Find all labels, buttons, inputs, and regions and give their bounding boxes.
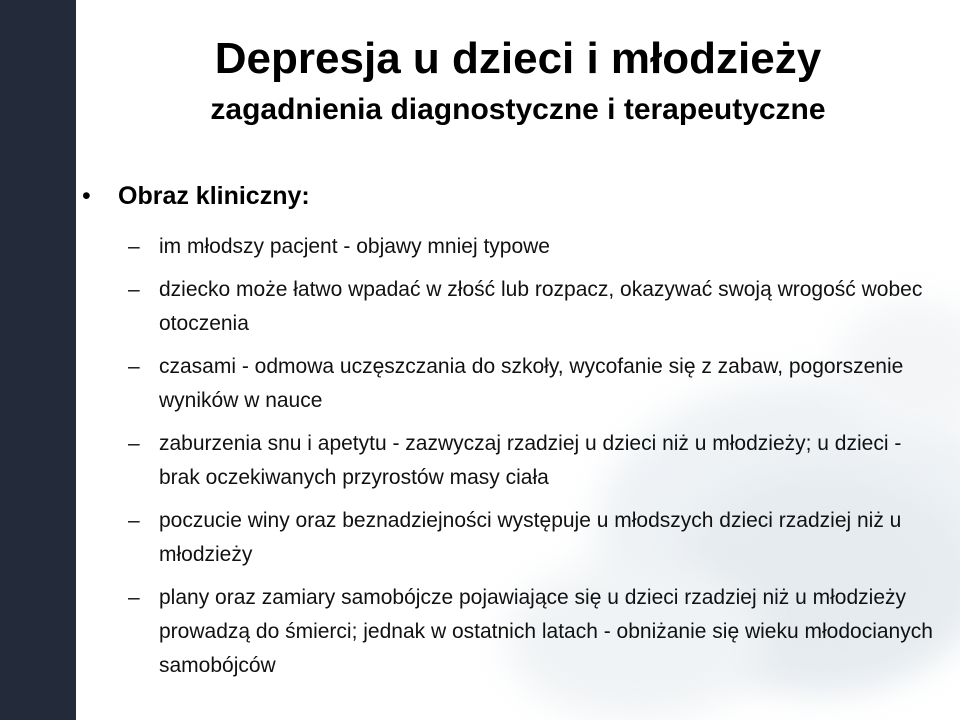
dash-marker: – — [128, 235, 140, 258]
list-item — [128, 350, 944, 418]
dash-marker: – — [128, 509, 140, 532]
side-band — [0, 0, 76, 720]
list-item — [128, 230, 944, 264]
list-item-text: poczucie winy oraz beznadziejności występuje u młodszych dzieci rzadziej niż u młodzieży — [159, 509, 902, 566]
list-item-text: im młodszy pacjent - objawy mniej typowe — [159, 235, 550, 258]
section-heading-text: Obraz kliniczny: — [118, 182, 310, 210]
bullet-marker: • — [82, 182, 91, 210]
dash-marker: – — [128, 355, 140, 378]
section-heading — [82, 178, 310, 214]
list-item — [128, 504, 944, 572]
dash-marker: – — [128, 432, 140, 455]
slide-subtitle: zagadnienia diagnostyczne i terapeutyczne — [210, 93, 826, 126]
list-item-text: plany oraz zamiary samobójcze pojawiające się u dzieci rzadziej niż u młodzieży prowadzą do śmierci; jednak w ostatnich latach - obniżanie się wieku młodocianych samobójców — [159, 586, 933, 677]
slide-title: Depresja u dzieci i młodzieży — [214, 34, 822, 83]
dash-marker: – — [128, 586, 140, 609]
dash-marker: – — [128, 278, 140, 301]
list-item-text: zaburzenia snu i apetytu - zazwyczaj rzadziej u dzieci niż u młodzieży; u dzieci - brak oczekiwanych przyrostów masy ciała — [159, 432, 902, 489]
list-item — [128, 273, 944, 341]
list-item — [128, 581, 944, 683]
clinical-picture-list — [128, 230, 944, 692]
list-item-text: czasami - odmowa uczęszczania do szkoły, wycofanie się z zabaw, pogorszenie wyników w nauce — [159, 355, 904, 412]
list-item — [128, 427, 944, 495]
list-item-text: dziecko może łatwo wpadać w złość lub rozpacz, okazywać swoją wrogość wobec otoczenia — [159, 278, 923, 335]
